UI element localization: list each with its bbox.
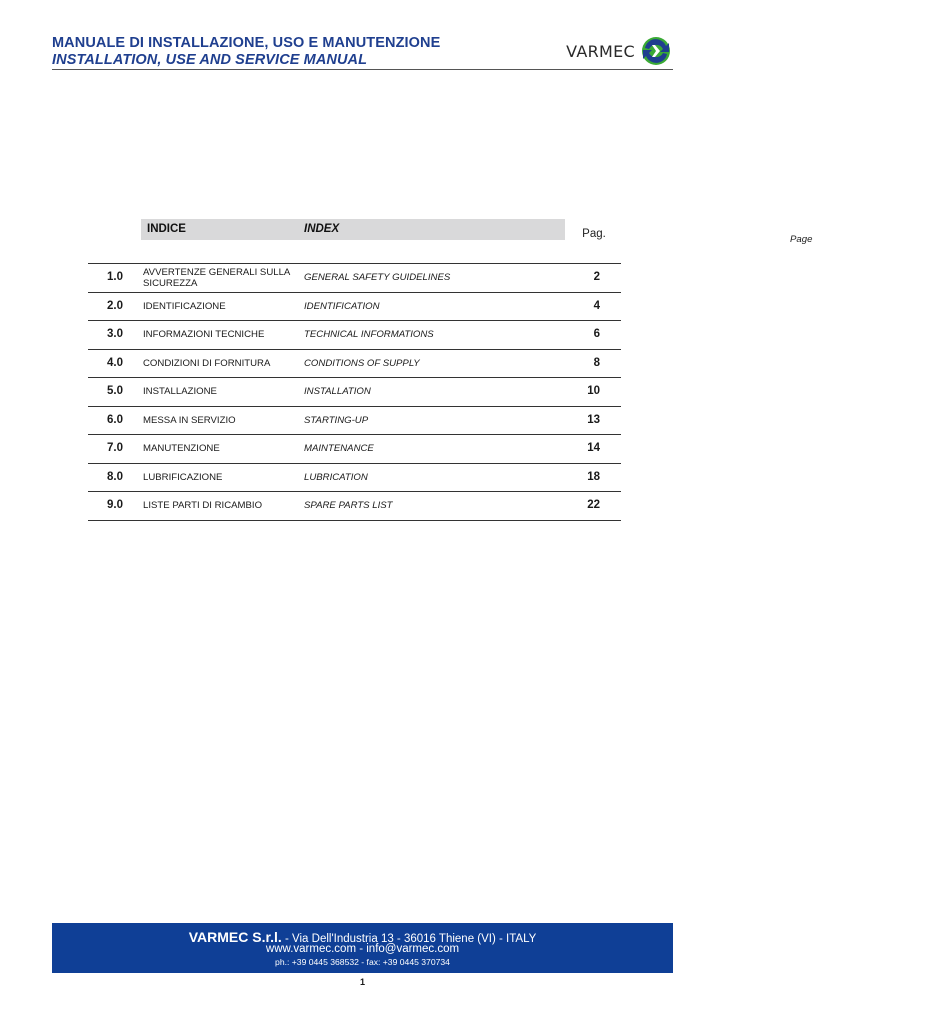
section-title-english: SPARE PARTS LIST [304, 500, 393, 512]
page-column-heading [574, 226, 813, 246]
section-number: 6.0 [107, 413, 123, 426]
section-title-italian: CONDIZIONI DI FORNITURA [143, 357, 271, 369]
section-title-italian: MANUTENZIONE [143, 443, 220, 455]
manual-title-italian: MANUALE DI INSTALLAZIONE, USO E MANUTENZIONE [52, 35, 441, 51]
index-row[interactable] [88, 263, 621, 292]
index-row[interactable] [88, 406, 621, 435]
company-footer [52, 923, 673, 973]
section-title-italian: MESSA IN SERVIZIO [143, 414, 236, 426]
index-row[interactable] [88, 463, 621, 492]
section-page: 18 [587, 470, 600, 483]
section-title-english: INSTALLATION [304, 386, 371, 398]
section-title-italian: INSTALLAZIONE [143, 386, 217, 398]
section-title-italian: LUBRIFICAZIONE [143, 471, 223, 483]
section-page: 4 [593, 299, 600, 312]
index-row[interactable] [88, 434, 621, 463]
section-number: 5.0 [107, 385, 123, 397]
page-number: 1 [359, 977, 365, 987]
index-table [88, 263, 621, 521]
company-name: VARMEC S.r.l. [188, 929, 282, 945]
index-row[interactable] [88, 349, 621, 378]
logo-text: VARMEC [566, 42, 635, 61]
section-title-english: GENERAL SAFETY GUIDELINES [304, 272, 451, 284]
section-number: 1.0 [107, 271, 123, 283]
section-title-english: TECHNICAL INFORMATIONS [304, 329, 434, 341]
section-title-english: LUBRICATION [304, 471, 368, 483]
section-title-italian: AVVERTENZE GENERALI SULLA SICUREZZA [143, 266, 290, 289]
footer-phone-fax: ph.: +39 0445 368532 - fax: +39 0445 370734 [275, 957, 450, 967]
varmec-logo [563, 35, 673, 67]
section-title-english: IDENTIFICATION [304, 300, 380, 312]
section-number: 9.0 [107, 499, 123, 511]
section-title-italian: LISTE PARTI DI RICAMBIO [143, 500, 263, 512]
section-title-italian: IDENTIFICAZIONE [143, 300, 226, 312]
section-page: 10 [587, 385, 600, 397]
logo-circular-arrows-icon [639, 35, 673, 67]
section-page: 6 [593, 328, 600, 340]
section-page: 13 [587, 413, 600, 426]
section-title-english: CONDITIONS OF SUPPLY [304, 357, 420, 369]
section-number: 7.0 [107, 442, 123, 454]
company-address: - Via Dell'Industria 13 - 36016 Thiene (VI) - ITALY [281, 933, 537, 945]
section-title-english: STARTING-UP [304, 414, 369, 426]
index-heading-italian: INDICE [147, 223, 186, 235]
section-page: 2 [593, 271, 600, 283]
footer-web-email[interactable]: www.varmec.com - info@varmec.com [265, 943, 460, 955]
section-title-italian: INFORMAZIONI TECNICHE [143, 329, 265, 341]
section-number: 3.0 [107, 328, 123, 340]
manual-title-english: INSTALLATION, USE AND SERVICE MANUAL [52, 52, 368, 68]
page-label-english: Page [790, 234, 813, 246]
section-page: 14 [587, 442, 600, 454]
section-title-english: MAINTENANCE [304, 443, 374, 455]
index-heading-english: INDEX [304, 223, 340, 235]
section-number: 4.0 [107, 356, 123, 369]
section-page: 8 [593, 356, 600, 369]
section-page: 22 [587, 499, 600, 511]
section-number: 2.0 [107, 299, 123, 312]
index-row[interactable] [88, 491, 621, 521]
index-row[interactable] [88, 320, 621, 349]
index-header-bar [141, 219, 565, 240]
section-number: 8.0 [107, 470, 123, 483]
index-row[interactable] [88, 292, 621, 321]
page-header [52, 33, 673, 70]
page-label-italian: Pag. [582, 228, 606, 240]
index-row[interactable] [88, 377, 621, 406]
